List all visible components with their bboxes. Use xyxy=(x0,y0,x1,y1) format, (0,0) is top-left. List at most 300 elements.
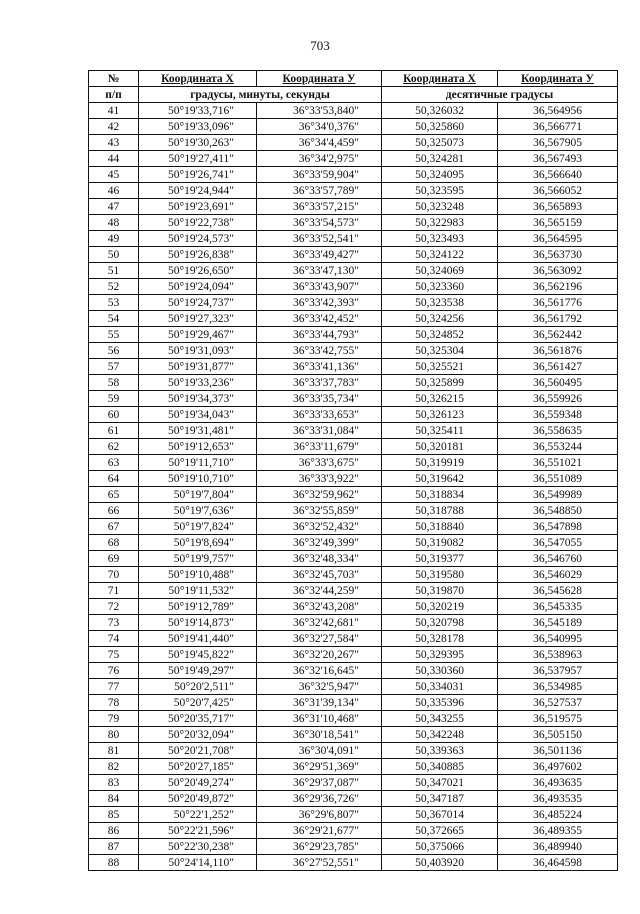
row-number: 77 xyxy=(89,679,139,695)
row-number: 81 xyxy=(89,743,139,759)
coord-y-dec: 36,561776 xyxy=(498,295,618,311)
table-row xyxy=(89,167,618,183)
coord-y-dec: 36,564595 xyxy=(498,231,618,247)
coord-y-dms: 36°33'52,541" xyxy=(257,231,382,247)
table-row xyxy=(89,743,618,759)
coord-y-dms: 36°31'10,468" xyxy=(257,711,382,727)
coord-x-dec: 50,320219 xyxy=(382,599,498,615)
row-number: 71 xyxy=(89,583,139,599)
table-row xyxy=(89,199,618,215)
coord-x-dms: 50°19'23,691" xyxy=(139,199,257,215)
header-num: № xyxy=(89,71,139,87)
header-coord-y-dec: Координата У xyxy=(498,71,618,87)
row-number: 78 xyxy=(89,695,139,711)
coord-x-dec: 50,318788 xyxy=(382,503,498,519)
coord-y-dec: 36,559926 xyxy=(498,391,618,407)
table-row xyxy=(89,407,618,423)
table-row xyxy=(89,311,618,327)
coord-y-dms: 36°32'55,859" xyxy=(257,503,382,519)
coord-y-dms: 36°30'4,091" xyxy=(257,743,382,759)
coord-x-dec: 50,334031 xyxy=(382,679,498,695)
coord-y-dms: 36°33'43,907" xyxy=(257,279,382,295)
coord-y-dec: 36,548850 xyxy=(498,503,618,519)
coord-x-dms: 50°19'49,297" xyxy=(139,663,257,679)
coord-y-dms: 36°32'27,584" xyxy=(257,631,382,647)
coord-x-dec: 50,323595 xyxy=(382,183,498,199)
coord-y-dms: 36°33'47,130" xyxy=(257,263,382,279)
table-row xyxy=(89,695,618,711)
coord-x-dms: 50°22'21,596" xyxy=(139,823,257,839)
coord-y-dms: 36°32'45,703" xyxy=(257,567,382,583)
row-number: 80 xyxy=(89,727,139,743)
coord-x-dms: 50°19'26,838" xyxy=(139,247,257,263)
table-row xyxy=(89,359,618,375)
row-number: 41 xyxy=(89,103,139,119)
coord-y-dec: 36,501136 xyxy=(498,743,618,759)
coord-x-dms: 50°19'26,650" xyxy=(139,263,257,279)
table-row xyxy=(89,711,618,727)
coord-x-dec: 50,367014 xyxy=(382,807,498,823)
coord-y-dms: 36°33'11,679" xyxy=(257,439,382,455)
coord-x-dec: 50,335396 xyxy=(382,695,498,711)
table-row xyxy=(89,663,618,679)
table-row xyxy=(89,551,618,567)
coord-x-dms: 50°19'27,323" xyxy=(139,311,257,327)
header-row xyxy=(89,71,618,87)
coord-x-dms: 50°22'30,238" xyxy=(139,839,257,855)
coord-y-dms: 36°30'18,541" xyxy=(257,727,382,743)
row-number: 46 xyxy=(89,183,139,199)
coord-y-dec: 36,563092 xyxy=(498,263,618,279)
coord-y-dec: 36,493635 xyxy=(498,775,618,791)
coord-x-dec: 50,324095 xyxy=(382,167,498,183)
coord-y-dms: 36°33'42,755" xyxy=(257,343,382,359)
table-row xyxy=(89,247,618,263)
coord-y-dec: 36,566052 xyxy=(498,183,618,199)
coord-y-dec: 36,565159 xyxy=(498,215,618,231)
table-row xyxy=(89,135,618,151)
header-coord-x-dms: Координата X xyxy=(139,71,257,87)
coord-y-dec: 36,553244 xyxy=(498,439,618,455)
coord-x-dec: 50,320798 xyxy=(382,615,498,631)
coord-y-dms: 36°32'44,259" xyxy=(257,583,382,599)
table-row xyxy=(89,343,618,359)
coord-y-dec: 36,493535 xyxy=(498,791,618,807)
row-number: 62 xyxy=(89,439,139,455)
coord-x-dms: 50°19'10,488" xyxy=(139,567,257,583)
header-unit-dec: десятичные градусы xyxy=(382,87,618,103)
coord-x-dms: 50°20'7,425" xyxy=(139,695,257,711)
row-number: 56 xyxy=(89,343,139,359)
coord-y-dec: 36,549989 xyxy=(498,487,618,503)
coord-x-dms: 50°20'21,708" xyxy=(139,743,257,759)
row-number: 47 xyxy=(89,199,139,215)
row-number: 72 xyxy=(89,599,139,615)
table-row xyxy=(89,103,618,119)
coord-y-dms: 36°33'41,136" xyxy=(257,359,382,375)
coord-y-dec: 36,566771 xyxy=(498,119,618,135)
row-number: 85 xyxy=(89,807,139,823)
table-row xyxy=(89,791,618,807)
coord-x-dms: 50°19'24,944" xyxy=(139,183,257,199)
coord-x-dms: 50°19'31,093" xyxy=(139,343,257,359)
table-row xyxy=(89,471,618,487)
coord-x-dec: 50,318840 xyxy=(382,519,498,535)
header-num-sub: п/п xyxy=(89,87,139,103)
coord-x-dec: 50,322983 xyxy=(382,215,498,231)
coord-y-dec: 36,564956 xyxy=(498,103,618,119)
coord-x-dec: 50,323248 xyxy=(382,199,498,215)
coord-x-dms: 50°19'33,716" xyxy=(139,103,257,119)
coord-y-dms: 36°33'3,675" xyxy=(257,455,382,471)
table-row xyxy=(89,183,618,199)
coord-x-dms: 50°24'14,110" xyxy=(139,855,257,871)
coord-y-dec: 36,538963 xyxy=(498,647,618,663)
table-row xyxy=(89,823,618,839)
table-row xyxy=(89,535,618,551)
coord-x-dec: 50,403920 xyxy=(382,855,498,871)
coord-x-dms: 50°19'22,738" xyxy=(139,215,257,231)
coord-x-dec: 50,319642 xyxy=(382,471,498,487)
coord-x-dec: 50,347187 xyxy=(382,791,498,807)
coord-y-dec: 36,558635 xyxy=(498,423,618,439)
coord-x-dec: 50,328178 xyxy=(382,631,498,647)
table-row xyxy=(89,599,618,615)
header-coord-y-dms: Координата У xyxy=(257,71,382,87)
coord-x-dms: 50°19'10,710" xyxy=(139,471,257,487)
coord-y-dec: 36,505150 xyxy=(498,727,618,743)
coord-x-dec: 50,326032 xyxy=(382,103,498,119)
coord-y-dms: 36°33'35,734" xyxy=(257,391,382,407)
coord-y-dms: 36°27'52,551" xyxy=(257,855,382,871)
coord-x-dec: 50,324256 xyxy=(382,311,498,327)
coord-x-dms: 50°19'11,710" xyxy=(139,455,257,471)
coord-y-dec: 36,545335 xyxy=(498,599,618,615)
coord-x-dec: 50,342248 xyxy=(382,727,498,743)
coord-x-dms: 50°20'49,274" xyxy=(139,775,257,791)
row-number: 83 xyxy=(89,775,139,791)
coord-y-dec: 36,565893 xyxy=(498,199,618,215)
table-row xyxy=(89,807,618,823)
coord-x-dms: 50°19'33,236" xyxy=(139,375,257,391)
coord-y-dec: 36,566640 xyxy=(498,167,618,183)
table-row xyxy=(89,439,618,455)
coord-y-dms: 36°32'5,947" xyxy=(257,679,382,695)
coord-y-dms: 36°32'59,962" xyxy=(257,487,382,503)
table-row xyxy=(89,567,618,583)
table-row xyxy=(89,151,618,167)
row-number: 45 xyxy=(89,167,139,183)
row-number: 42 xyxy=(89,119,139,135)
row-number: 67 xyxy=(89,519,139,535)
row-number: 61 xyxy=(89,423,139,439)
coord-x-dec: 50,330360 xyxy=(382,663,498,679)
coord-y-dms: 36°33'59,904" xyxy=(257,167,382,183)
coord-x-dms: 50°19'24,737" xyxy=(139,295,257,311)
table-row xyxy=(89,279,618,295)
coord-y-dms: 36°29'51,369" xyxy=(257,759,382,775)
row-number: 43 xyxy=(89,135,139,151)
coord-y-dec: 36,563730 xyxy=(498,247,618,263)
coord-y-dms: 36°32'43,208" xyxy=(257,599,382,615)
coord-x-dec: 50,325073 xyxy=(382,135,498,151)
table-row xyxy=(89,119,618,135)
table-row xyxy=(89,759,618,775)
coord-y-dec: 36,489940 xyxy=(498,839,618,855)
table-row xyxy=(89,775,618,791)
coord-x-dec: 50,325411 xyxy=(382,423,498,439)
coord-y-dec: 36,560495 xyxy=(498,375,618,391)
coord-y-dms: 36°34'0,376" xyxy=(257,119,382,135)
coord-x-dec: 50,324069 xyxy=(382,263,498,279)
coord-x-dec: 50,340885 xyxy=(382,759,498,775)
row-number: 60 xyxy=(89,407,139,423)
coord-x-dec: 50,347021 xyxy=(382,775,498,791)
coord-x-dms: 50°20'32,094" xyxy=(139,727,257,743)
table-row xyxy=(89,855,618,871)
coord-x-dms: 50°19'45,822" xyxy=(139,647,257,663)
coord-y-dec: 36,562442 xyxy=(498,327,618,343)
header-unit-dms: градусы, минуты, секунды xyxy=(139,87,382,103)
coord-x-dec: 50,319919 xyxy=(382,455,498,471)
coord-y-dms: 36°33'53,840" xyxy=(257,103,382,119)
coord-x-dms: 50°19'31,481" xyxy=(139,423,257,439)
table-row xyxy=(89,423,618,439)
coord-y-dms: 36°33'33,653" xyxy=(257,407,382,423)
row-number: 53 xyxy=(89,295,139,311)
row-number: 49 xyxy=(89,231,139,247)
coord-y-dec: 36,534985 xyxy=(498,679,618,695)
coord-y-dec: 36,561792 xyxy=(498,311,618,327)
row-number: 76 xyxy=(89,663,139,679)
row-number: 52 xyxy=(89,279,139,295)
coord-y-dms: 36°29'23,785" xyxy=(257,839,382,855)
row-number: 59 xyxy=(89,391,139,407)
row-number: 82 xyxy=(89,759,139,775)
table-row xyxy=(89,455,618,471)
coord-x-dec: 50,323493 xyxy=(382,231,498,247)
coord-x-dms: 50°19'24,094" xyxy=(139,279,257,295)
row-number: 58 xyxy=(89,375,139,391)
coord-x-dms: 50°19'41,440" xyxy=(139,631,257,647)
coord-x-dec: 50,339363 xyxy=(382,743,498,759)
coord-x-dms: 50°20'49,872" xyxy=(139,791,257,807)
coord-x-dms: 50°19'34,043" xyxy=(139,407,257,423)
coord-x-dms: 50°19'12,789" xyxy=(139,599,257,615)
row-number: 55 xyxy=(89,327,139,343)
row-number: 54 xyxy=(89,311,139,327)
table-row xyxy=(89,519,618,535)
coord-y-dec: 36,567905 xyxy=(498,135,618,151)
coord-y-dms: 36°32'52,432" xyxy=(257,519,382,535)
coord-x-dec: 50,325521 xyxy=(382,359,498,375)
coord-x-dec: 50,319870 xyxy=(382,583,498,599)
coord-y-dec: 36,546029 xyxy=(498,567,618,583)
table-row xyxy=(89,679,618,695)
table-row xyxy=(89,327,618,343)
coord-y-dec: 36,551089 xyxy=(498,471,618,487)
coord-y-dms: 36°29'21,677" xyxy=(257,823,382,839)
row-number: 68 xyxy=(89,535,139,551)
coord-x-dms: 50°19'29,467" xyxy=(139,327,257,343)
coord-y-dec: 36,559348 xyxy=(498,407,618,423)
coord-x-dms: 50°20'35,717" xyxy=(139,711,257,727)
coord-y-dms: 36°32'20,267" xyxy=(257,647,382,663)
coord-x-dec: 50,319580 xyxy=(382,567,498,583)
coord-y-dms: 36°33'37,783" xyxy=(257,375,382,391)
row-number: 50 xyxy=(89,247,139,263)
table-row xyxy=(89,231,618,247)
row-number: 79 xyxy=(89,711,139,727)
coord-x-dec: 50,343255 xyxy=(382,711,498,727)
coord-x-dms: 50°19'34,373" xyxy=(139,391,257,407)
row-number: 48 xyxy=(89,215,139,231)
coord-y-dms: 36°33'54,573" xyxy=(257,215,382,231)
coord-x-dec: 50,320181 xyxy=(382,439,498,455)
table-row xyxy=(89,839,618,855)
coord-x-dms: 50°19'8,694" xyxy=(139,535,257,551)
coord-x-dms: 50°19'14,873" xyxy=(139,615,257,631)
coord-x-dms: 50°19'26,741" xyxy=(139,167,257,183)
coord-y-dec: 36,545189 xyxy=(498,615,618,631)
coord-y-dec: 36,547055 xyxy=(498,535,618,551)
coord-y-dms: 36°33'44,793" xyxy=(257,327,382,343)
row-number: 88 xyxy=(89,855,139,871)
table-body xyxy=(89,103,618,871)
coord-y-dms: 36°33'49,427" xyxy=(257,247,382,263)
coord-x-dec: 50,375066 xyxy=(382,839,498,855)
coord-x-dec: 50,319082 xyxy=(382,535,498,551)
coordinates-table xyxy=(88,70,618,871)
coord-y-dms: 36°32'48,334" xyxy=(257,551,382,567)
table-row xyxy=(89,487,618,503)
coord-y-dms: 36°29'36,726" xyxy=(257,791,382,807)
coord-x-dms: 50°19'7,636" xyxy=(139,503,257,519)
row-number: 51 xyxy=(89,263,139,279)
coord-y-dec: 36,546760 xyxy=(498,551,618,567)
coord-y-dec: 36,567493 xyxy=(498,151,618,167)
coord-x-dms: 50°19'12,653" xyxy=(139,439,257,455)
coord-x-dms: 50°19'11,532" xyxy=(139,583,257,599)
row-number: 44 xyxy=(89,151,139,167)
row-number: 63 xyxy=(89,455,139,471)
coord-x-dec: 50,326123 xyxy=(382,407,498,423)
coord-y-dec: 36,545628 xyxy=(498,583,618,599)
coord-y-dms: 36°32'49,399" xyxy=(257,535,382,551)
coord-y-dec: 36,497602 xyxy=(498,759,618,775)
coord-x-dms: 50°19'7,804" xyxy=(139,487,257,503)
coord-y-dms: 36°31'39,134" xyxy=(257,695,382,711)
coord-x-dms: 50°19'9,757" xyxy=(139,551,257,567)
row-number: 66 xyxy=(89,503,139,519)
coord-x-dec: 50,326215 xyxy=(382,391,498,407)
coord-x-dec: 50,324852 xyxy=(382,327,498,343)
coord-y-dec: 36,485224 xyxy=(498,807,618,823)
coord-y-dec: 36,547898 xyxy=(498,519,618,535)
coord-x-dms: 50°19'30,263" xyxy=(139,135,257,151)
coord-x-dec: 50,325860 xyxy=(382,119,498,135)
coord-y-dms: 36°29'37,087" xyxy=(257,775,382,791)
coord-y-dec: 36,489355 xyxy=(498,823,618,839)
row-number: 84 xyxy=(89,791,139,807)
coord-x-dms: 50°19'31,877" xyxy=(139,359,257,375)
coord-x-dms: 50°20'2,511" xyxy=(139,679,257,695)
coord-y-dms: 36°34'2,975" xyxy=(257,151,382,167)
coord-x-dec: 50,318834 xyxy=(382,487,498,503)
coord-x-dms: 50°19'33,096" xyxy=(139,119,257,135)
coord-y-dec: 36,561427 xyxy=(498,359,618,375)
row-number: 75 xyxy=(89,647,139,663)
coord-y-dms: 36°33'57,789" xyxy=(257,183,382,199)
coord-y-dms: 36°33'31,084" xyxy=(257,423,382,439)
coord-x-dec: 50,319377 xyxy=(382,551,498,567)
coord-x-dec: 50,324122 xyxy=(382,247,498,263)
table-row xyxy=(89,391,618,407)
row-number: 73 xyxy=(89,615,139,631)
subheader-row xyxy=(89,87,618,103)
row-number: 64 xyxy=(89,471,139,487)
row-number: 87 xyxy=(89,839,139,855)
coord-y-dms: 36°33'42,393" xyxy=(257,295,382,311)
coord-x-dec: 50,323538 xyxy=(382,295,498,311)
coord-x-dms: 50°19'27,411" xyxy=(139,151,257,167)
coord-y-dms: 36°33'42,452" xyxy=(257,311,382,327)
row-number: 86 xyxy=(89,823,139,839)
row-number: 69 xyxy=(89,551,139,567)
coord-x-dec: 50,324281 xyxy=(382,151,498,167)
table-row xyxy=(89,631,618,647)
coord-y-dec: 36,464598 xyxy=(498,855,618,871)
table-row xyxy=(89,295,618,311)
coord-x-dms: 50°19'7,824" xyxy=(139,519,257,535)
row-number: 65 xyxy=(89,487,139,503)
coord-y-dms: 36°32'16,645" xyxy=(257,663,382,679)
table-row xyxy=(89,615,618,631)
coord-y-dec: 36,561876 xyxy=(498,343,618,359)
page-number: 703 xyxy=(310,38,330,53)
coord-x-dec: 50,372665 xyxy=(382,823,498,839)
table-row xyxy=(89,375,618,391)
coord-x-dms: 50°22'1,252" xyxy=(139,807,257,823)
coord-y-dms: 36°32'42,681" xyxy=(257,615,382,631)
row-number: 74 xyxy=(89,631,139,647)
coord-x-dms: 50°20'27,185" xyxy=(139,759,257,775)
table-row xyxy=(89,263,618,279)
coord-y-dms: 36°33'3,922" xyxy=(257,471,382,487)
coord-y-dms: 36°33'57,215" xyxy=(257,199,382,215)
coord-y-dms: 36°29'6,807" xyxy=(257,807,382,823)
coord-x-dms: 50°19'24,573" xyxy=(139,231,257,247)
table-row xyxy=(89,647,618,663)
coord-y-dec: 36,551021 xyxy=(498,455,618,471)
table-row xyxy=(89,583,618,599)
coord-x-dec: 50,325304 xyxy=(382,343,498,359)
coord-y-dms: 36°34'4,459" xyxy=(257,135,382,151)
table-row xyxy=(89,215,618,231)
coord-y-dec: 36,562196 xyxy=(498,279,618,295)
header-coord-x-dec: Координата X xyxy=(382,71,498,87)
table-row xyxy=(89,727,618,743)
table-row xyxy=(89,503,618,519)
coord-x-dec: 50,323360 xyxy=(382,279,498,295)
coord-y-dec: 36,537957 xyxy=(498,663,618,679)
coord-y-dec: 36,540995 xyxy=(498,631,618,647)
row-number: 70 xyxy=(89,567,139,583)
coord-y-dec: 36,519575 xyxy=(498,711,618,727)
coord-x-dec: 50,329395 xyxy=(382,647,498,663)
coord-y-dec: 36,527537 xyxy=(498,695,618,711)
row-number: 57 xyxy=(89,359,139,375)
